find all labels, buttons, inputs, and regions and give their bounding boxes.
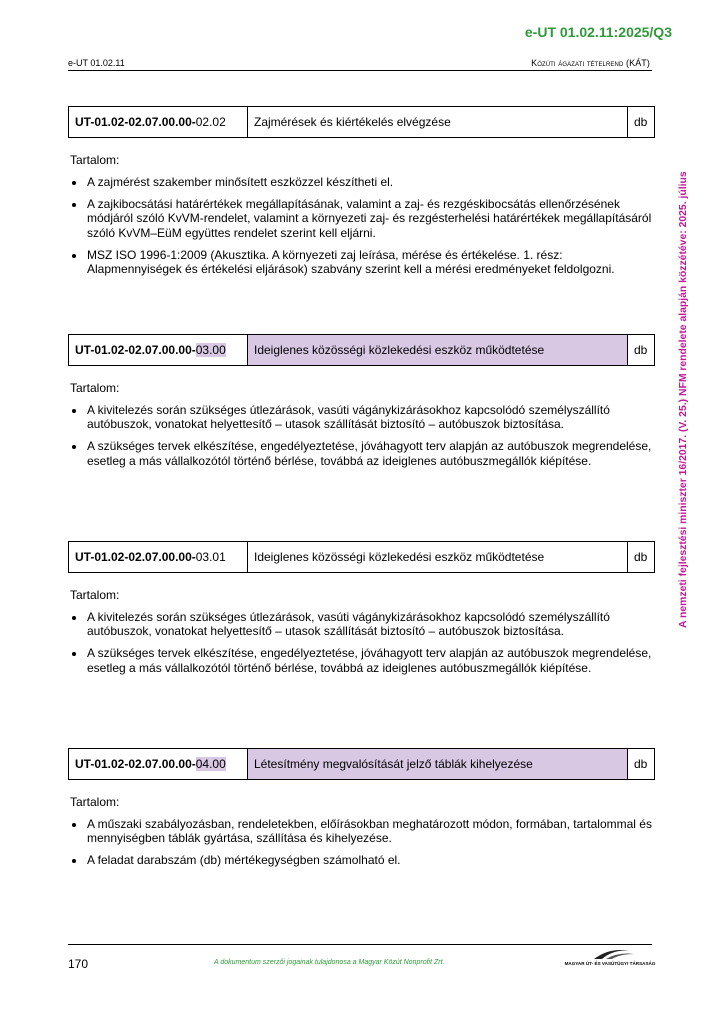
header-right: Közúti ágazati tételrend (KÁT) [531, 58, 650, 68]
swoosh-logo-icon [564, 946, 656, 962]
item-code-cell [69, 107, 248, 138]
item-section [68, 106, 655, 284]
list-item: • A feladat darabszám (db) mértékegységben számolható el. [86, 853, 655, 867]
list-item: • A szükséges tervek elkészítése, engedélyeztetése, jóváhagyott terv alapján az autóbuszok megrendelése, esetleg a más vállalkozótól történő bérlése, továbbá az ideiglenes autóbuszmegállók kiépítése. [86, 439, 655, 467]
item-code-table [68, 334, 655, 366]
list-item: • A szükséges tervek elkészítése, engedélyeztetése, jóváhagyott terv alapján az autóbuszok megrendelése, esetleg a más vállalkozótól történő bérlése, továbbá az ideiglenes autóbuszmegállók kiépítése. [86, 646, 655, 674]
list-item: • A kivitelezés során szükséges útlezárások, vasúti vágánykizárásokhoz kapcsolódó személyszállító autóbuszok, vonatokat helyettesítő – utasok szállítását biztosító – autóbuszok biztosítása. [86, 610, 655, 638]
item-code-suffix: 03.00 [195, 343, 226, 357]
content-label: Tartalom: [70, 588, 120, 602]
copyright-notice: A dokumentum szerzői jogainak tulajdonosa a Magyar Közút Nonprofit Zrt. [214, 959, 445, 966]
item-code-suffix: 02.02 [195, 115, 226, 129]
item-title: Zajmérések és kiértékelés elvégzése [248, 107, 628, 138]
list-item: • MSZ ISO 1996-1:2009 (Akusztika. A környezeti zaj leírása, mérése és értékelése. 1. rész: Alapmennyiségek és értékelési eljárások) szabvány szerint kell a mérési eredményeket feldolgozni. [86, 248, 655, 276]
item-title: Ideiglenes közösségi közlekedési eszköz működtetése [248, 335, 628, 366]
item-code-cell [69, 749, 248, 780]
item-title: Létesítmény megvalósítását jelző táblák kihelyezése [248, 749, 628, 780]
item-code-cell [69, 335, 248, 366]
society-logo [564, 946, 656, 972]
item-unit: db [628, 335, 655, 366]
content-bullet-list [68, 403, 655, 468]
list-item: • A zajkibocsátási határértékek megállapításának, valamint a zaj- és rezgéskibocsátás ellenőrzésének módjáról szóló KvVM-rendelet, valamint a környezeti zaj- és rezgésterhelési határértékek megállapításáról szóló KvVM–EüM együttes rendelet szerint kell eljárni. [86, 197, 655, 240]
list-item: • A zajmérést szakember minősített eszközzel készítheti el. [86, 175, 655, 189]
item-code-suffix: 03.01 [195, 550, 226, 564]
content-label: Tartalom: [70, 795, 120, 809]
item-code-base: UT-01.02-02.07.00.00- [75, 115, 196, 129]
item-section [68, 748, 655, 876]
item-unit: db [628, 107, 655, 138]
header-rule [68, 70, 652, 71]
content-bullet-list [68, 817, 655, 868]
item-code-table [68, 541, 655, 573]
header-left: e-UT 01.02.11 [68, 58, 125, 68]
item-unit: db [628, 749, 655, 780]
logo-text: MAGYAR ÚT- ÉS VASÚTÜGYI TÁRSASÁG [564, 961, 656, 966]
content-label: Tartalom: [70, 381, 120, 395]
item-title: Ideiglenes közösségi közlekedési eszköz működtetése [248, 542, 628, 573]
item-code-base: UT-01.02-02.07.00.00- [75, 343, 196, 357]
item-code-table [68, 748, 655, 780]
list-item: • A kivitelezés során szükséges útlezárások, vasúti vágánykizárásokhoz kapcsolódó személyszállító autóbuszok, vonatokat helyettesítő – utasok szállítását biztosító – autóbuszok biztosítása. [86, 403, 655, 431]
side-publication-note: A nemzeti fejlesztési miniszter 16/2017. (V. 25.) NFM rendelete alapján közzétéve: 2025. július [678, 171, 689, 628]
item-code-cell [69, 542, 248, 573]
item-code-suffix: 04.00 [195, 757, 226, 771]
content-bullet-list [68, 175, 655, 276]
document-code: e-UT 01.02.11:2025/Q3 [524, 24, 672, 40]
footer-rule [68, 944, 652, 945]
content-label: Tartalom: [70, 153, 120, 167]
item-section [68, 541, 655, 683]
item-code-base: UT-01.02-02.07.00.00- [75, 757, 196, 771]
item-code-table [68, 106, 655, 138]
item-code-base: UT-01.02-02.07.00.00- [75, 550, 196, 564]
item-section [68, 334, 655, 476]
list-item: • A műszaki szabályozásban, rendeletekben, előírásokban meghatározott módon, formában, tartalommal és mennyiségben táblák gyártása, szállítása és kihelyezése. [86, 817, 655, 845]
page-number: 170 [68, 957, 89, 971]
content-bullet-list [68, 610, 655, 675]
item-unit: db [628, 542, 655, 573]
